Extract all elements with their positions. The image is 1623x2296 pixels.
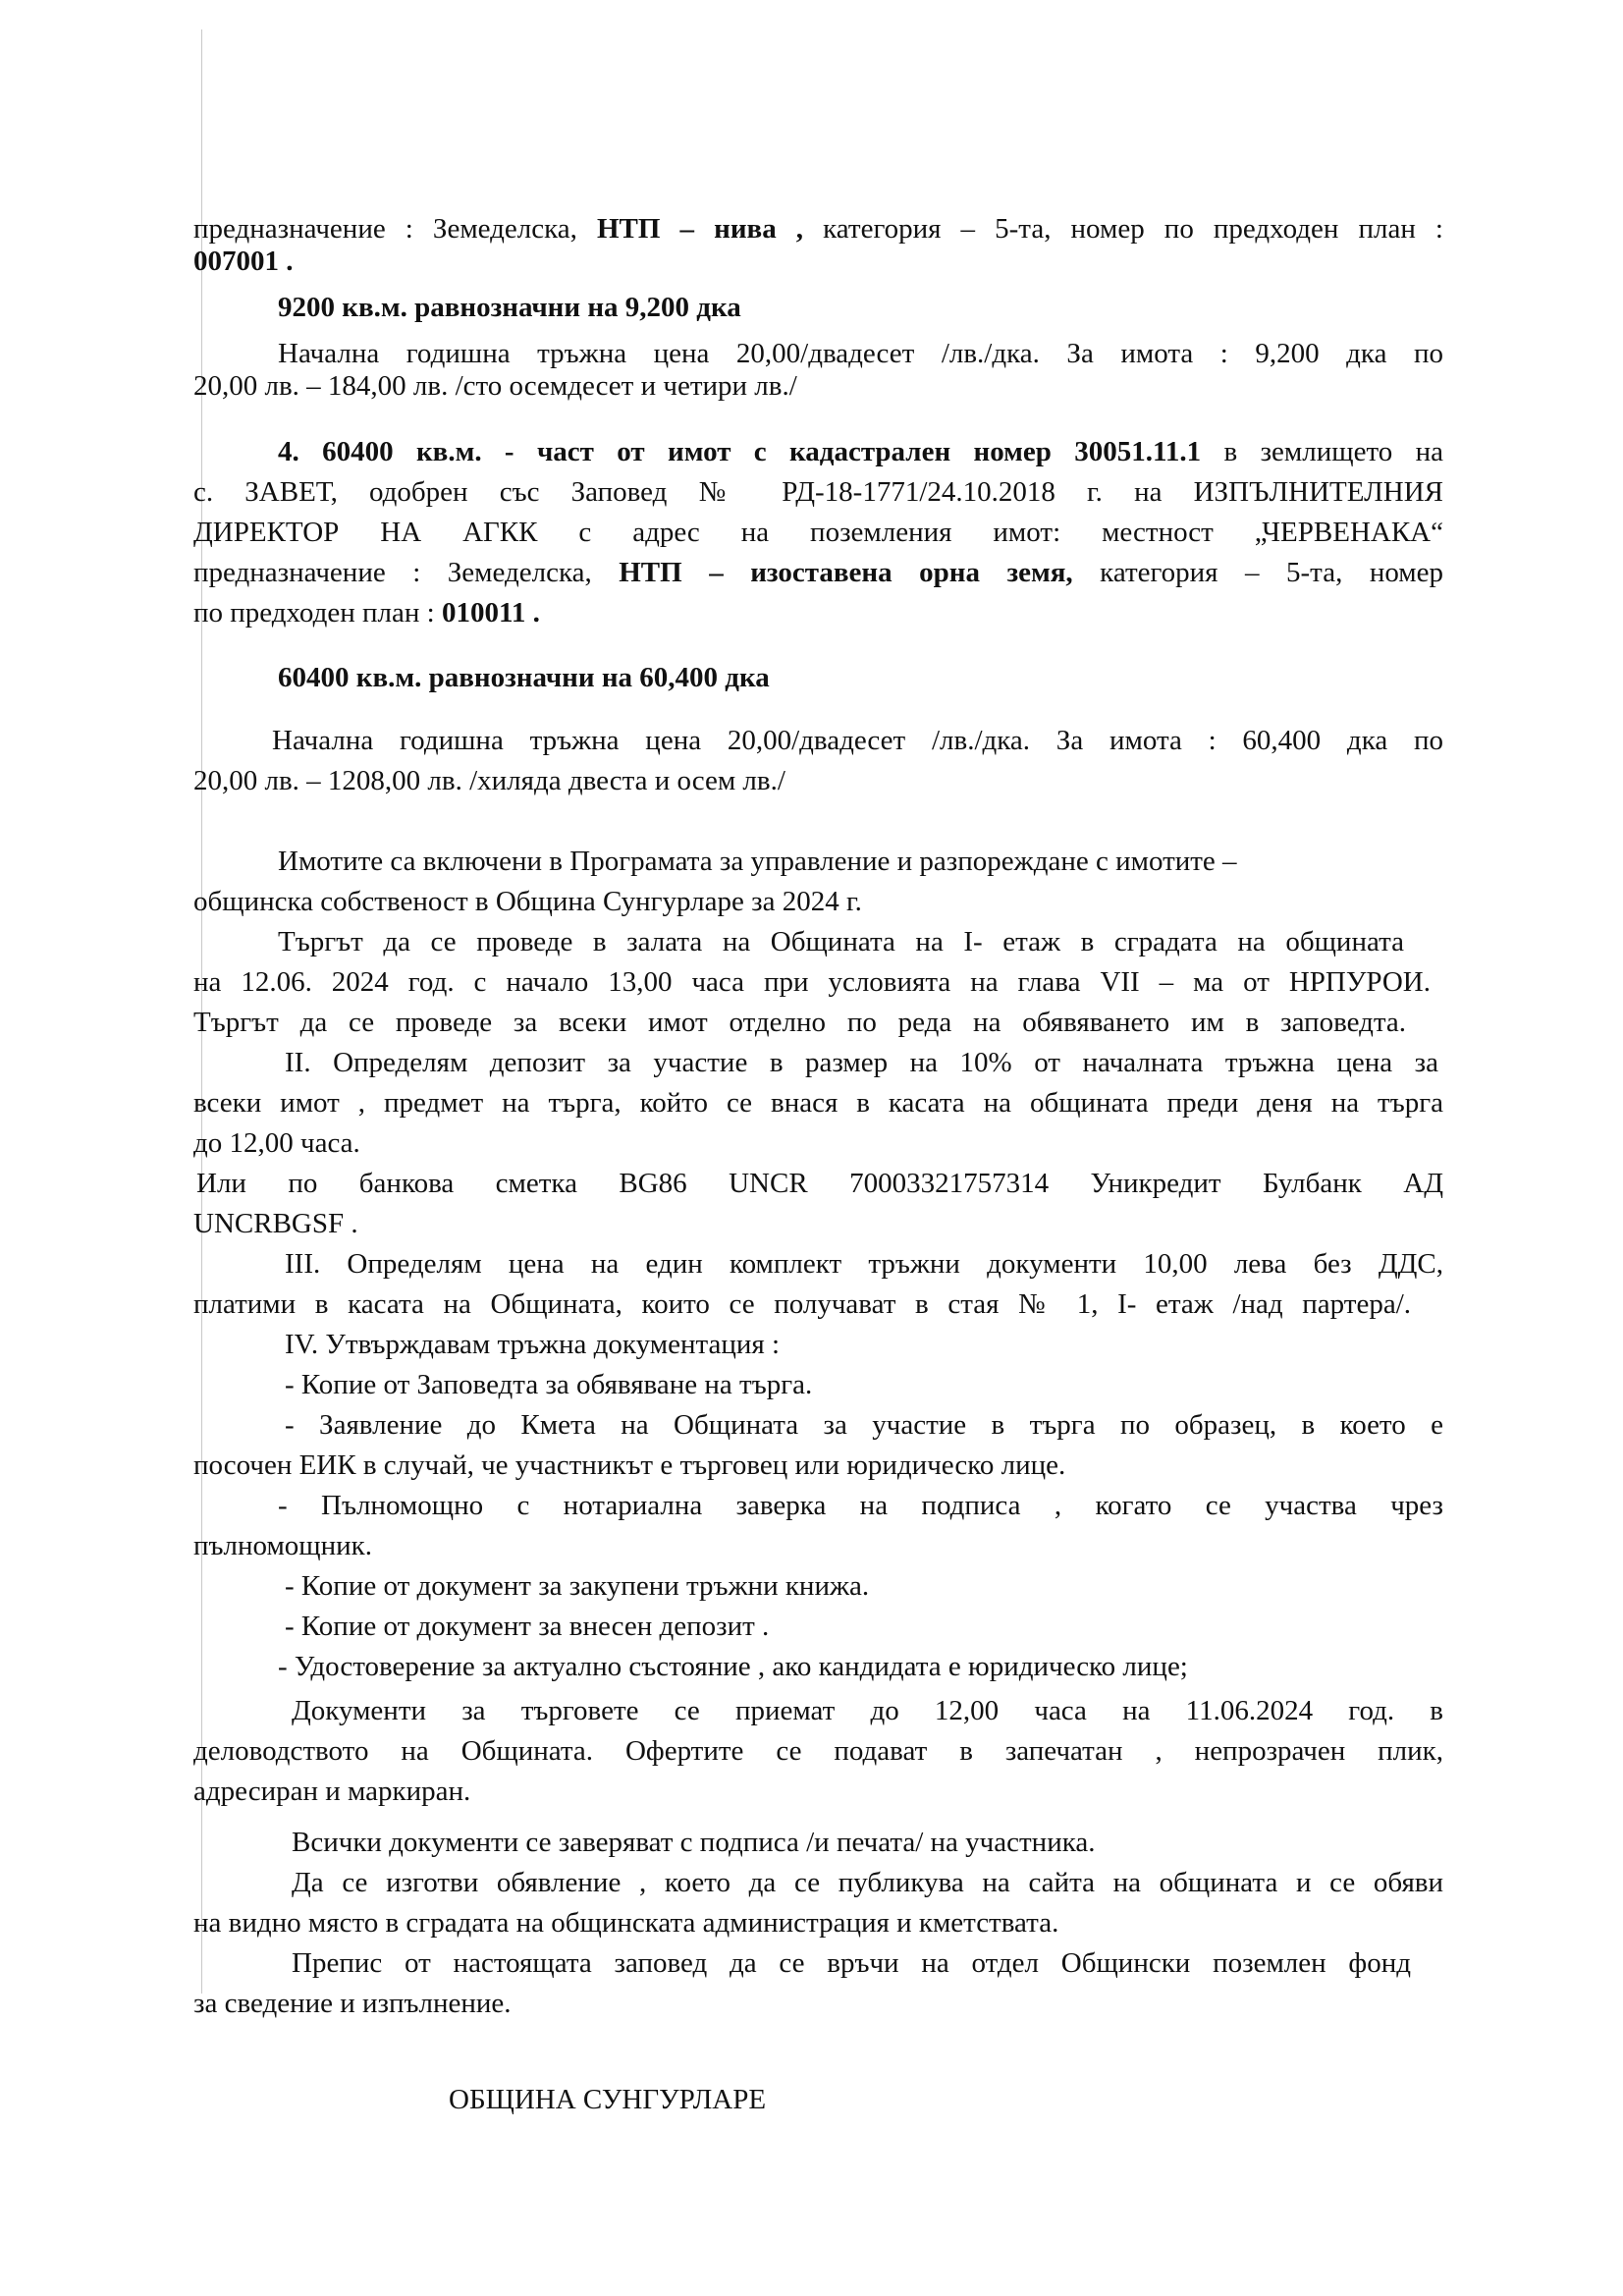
list-item: - Копие от документ за закупени тръжни книжа. <box>285 1570 870 1602</box>
text-line <box>278 288 741 327</box>
text-line: на 12.06. 2024 год. с начало 13,00 часа при условията на глава VII – ма от НРПУРОИ. <box>193 966 1431 998</box>
text-line: ДИРЕКТОР НА АГКК с адрес на поземления имот: местност „ЧЕРВЕНАКА“ <box>193 517 1443 548</box>
text-span-bold: 9200 кв.м. равнозначни на 9,200 дка <box>278 292 741 323</box>
text-line: Начална годишна тръжна цена 20,00/двадесет /лв./дка. За имота : 9,200 дка по <box>278 338 1443 369</box>
text-line: Или по банкова сметка BG86 UNCR 70003321757314 Уникредит Булбанк АД <box>196 1168 1443 1199</box>
text-line: Всички документи се заверяват с подписа /и печата/ на участника. <box>292 1827 1096 1858</box>
text-line: Да се изготви обявление , което да се публикува на сайта на общината и се обяви <box>292 1867 1443 1898</box>
text-line: Начална годишна тръжна цена 20,00/двадесет /лв./дка. За имота : 60,400 дка по <box>272 725 1443 756</box>
text-span: в землището на <box>1201 436 1443 467</box>
text-span: категория – 5-та, номер <box>1072 557 1444 588</box>
list-item: - Копие от Заповедта за обявяване на търга. <box>285 1369 813 1400</box>
text-span-bold: НТП – изоставена орна земя, <box>619 557 1073 588</box>
text-line <box>193 242 294 281</box>
list-item: - Заявление до Кмета на Общината за участие в търга по образец, в което е <box>285 1409 1443 1441</box>
text-line: Документи за търговете се приемат до 12,00 часа на 11.06.2024 год. в <box>292 1695 1443 1726</box>
text-line: IV. Утвърждавам тръжна документация : <box>285 1329 781 1360</box>
text-line: Търгът да се проведе в залата на Общината на I- етаж в сградата на общината <box>278 926 1404 957</box>
list-item: - Копие от документ за внесен депозит . <box>285 1611 770 1642</box>
text-line: UNCRBGSF . <box>193 1208 358 1239</box>
text-line: II. Определям депозит за участие в размер на 10% от началната тръжна цена за <box>285 1047 1438 1078</box>
text-line: с. ЗАВЕТ, одобрен със Заповед № РД-18-1771/24.10.2018 г. на ИЗПЪЛНИТЕЛНИЯ <box>193 476 1443 508</box>
text-line: деловодството на Общината. Офертите се подават в запечатан , непрозрачен плик, <box>193 1735 1443 1767</box>
text-line: общинска собственост в Община Сунгурларе за 2024 г. <box>193 886 862 917</box>
text-line: 20,00 лв. – 1208,00 лв. /хиляда двеста и осем лв./ <box>193 765 785 796</box>
signature-organization: ОБЩИНА СУНГУРЛАРЕ <box>449 2084 767 2115</box>
text-span: по предходен план : <box>193 597 442 629</box>
text-span-bold: 4. 60400 кв.м. - част от имот с кадастрален номер 30051.11.1 <box>278 436 1202 467</box>
text-line: III. Определям цена на един комплект тръжни документи 10,00 лева без ДДС, <box>285 1248 1443 1280</box>
text-line: платими в касата на Общината, които се получават в стая № 1, I- етаж /над партера/. <box>193 1288 1411 1320</box>
text-line: 20,00 лв. – 184,00 лв. /сто осемдесет и четири лв./ <box>193 370 797 402</box>
text-span: предназначение : Земеделска, <box>193 213 597 245</box>
text-line: на видно място в сградата на общинската администрация и кметствата. <box>193 1907 1059 1939</box>
text-line: посочен ЕИК в случай, че участникът е търговец или юридическо лице. <box>193 1449 1066 1481</box>
text-line: всеки имот , предмет на търга, който се внася в касата на общината преди деня на търга <box>193 1087 1443 1119</box>
text-line: Имотите са включени в Програмата за управление и разпореждане с имотите – <box>278 846 1237 877</box>
text-line: Търгът да се проведе за всеки имот отделно по реда на обявяването им в заповедта. <box>193 1007 1406 1038</box>
text-line: пълномощник. <box>193 1530 373 1561</box>
text-line <box>278 658 770 697</box>
text-span-bold: 010011 . <box>441 597 540 629</box>
text-span-bold: НТП – нива , <box>597 213 804 245</box>
text-span-bold: 007001 . <box>193 246 294 277</box>
text-line: за сведение и изпълнение. <box>193 1988 512 2019</box>
text-line <box>193 593 540 632</box>
list-item: - Пълномощно с нотариална заверка на подписа , когато се участва чрез <box>278 1490 1443 1521</box>
text-line: до 12,00 часа. <box>193 1127 360 1159</box>
text-line <box>193 553 1443 592</box>
text-line <box>193 209 1443 248</box>
list-item: - Удостоверение за актуално състояние , ако кандидата е юридическо лице; <box>278 1651 1188 1682</box>
text-span: категория – 5-та, номер по предходен план : <box>803 213 1443 245</box>
text-span-bold: 60400 кв.м. равнозначни на 60,400 дка <box>278 662 770 693</box>
text-line <box>278 432 1443 471</box>
text-line: адресиран и маркиран. <box>193 1776 471 1807</box>
text-line: Препис от настоящата заповед да се връчи на отдел Общински поземлен фонд <box>292 1947 1411 1979</box>
text-span: предназначение : Земеделска, <box>193 557 620 588</box>
